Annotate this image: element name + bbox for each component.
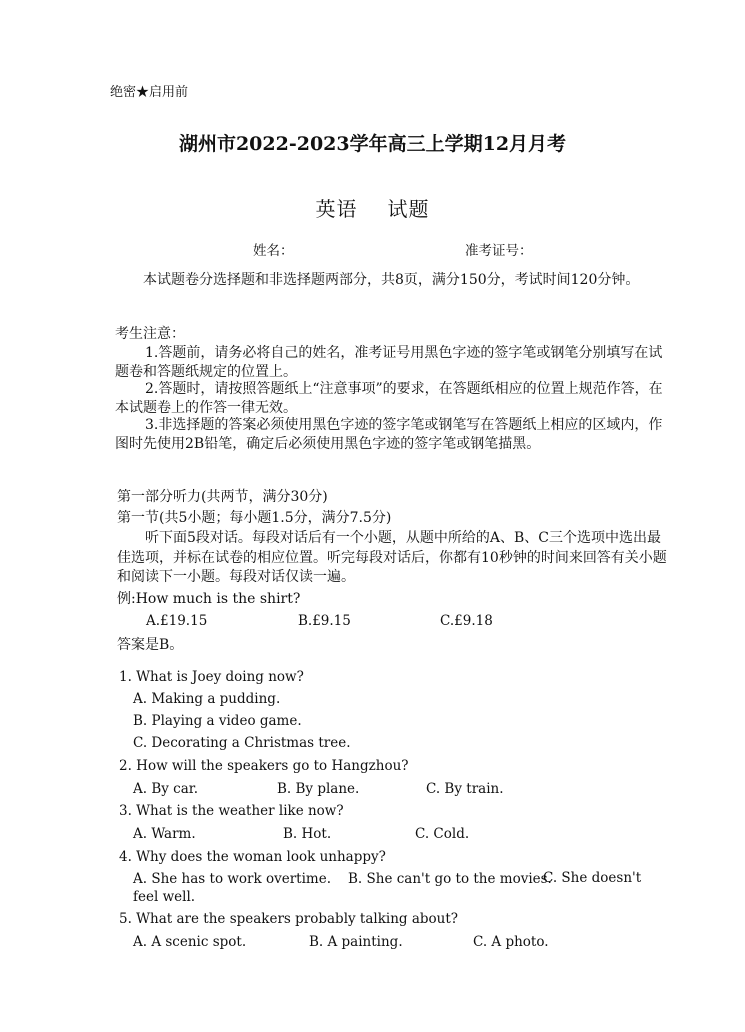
question-text: 4. Why does the woman look unhappy? [119,849,386,865]
question-text: 5. What are the speakers probably talking about? [119,911,459,927]
listening-directions: 听下面5段对话。每段对话后有一个小题，从题中所给的A、B、C三个选项中选出最佳选项，并标在试卷的相应位置。听完每段对话后，你都有10秒钟的时间来回答有关小题和阅读下一小题。每段对话仅读一遍。 [117,530,667,585]
answer-option: A. By car. [133,781,199,797]
example-option: B.£9.15 [298,613,351,629]
answer-option: C. She doesn't feel well. [133,870,642,905]
subject-title [0,195,745,223]
answer-option: A. Warm. [133,826,196,842]
question-text: 3. What is the weather like now? [119,803,344,819]
name-label: 姓名： [253,243,294,259]
answer-option: B. Playing a video game. [133,713,302,729]
answer-option: B. By plane. [277,781,360,797]
answer-option: C. Decorating a Christmas tree. [133,735,351,751]
example-option: C.£9.18 [440,613,493,629]
exam-number-label: 准考证号： [465,243,533,259]
answer-option: A. Making a pudding. [133,691,281,707]
section-heading: 第一节(共5小题；每小题1.5分，满分7.5分) [117,510,392,526]
note-item: 2.答题时，请按照答题纸上“注意事项”的要求，在答题纸相应的位置上规范作答，在本试题卷上的作答一律无效。 [115,381,663,416]
answer-option: C. A photo. [473,934,549,950]
answer-option: C. By train. [426,781,504,797]
answer-option: B. Hot. [283,826,332,842]
confidential-label: 绝密★启用前 [110,85,189,100]
example-answer: 答案是B。 [117,637,184,653]
notes-heading: 考生注意： [115,326,185,342]
answer-option: B. A painting. [309,934,403,950]
note-item: 3.非选择题的答案必须使用黑色字迹的签字笔或钢笔写在答题纸上相应的区域内，作图时先使用2B铅笔，确定后必须使用黑色字迹的签字笔或钢笔描黑。 [115,417,663,452]
example-option: A.£19.15 [146,613,208,629]
exam-title: 湖州市2022-2023学年高三上学期12月月考 [178,133,567,155]
answer-option: C. Cold. [415,826,470,842]
note-item: 1.答题前，请务必将自己的姓名，准考证号用黑色字迹的签字笔或钢笔分别填写在试题卷和答题纸规定的位置上。 [115,345,663,380]
part-heading: 第一部分听力(共两节，满分30分) [117,489,328,505]
exam-intro: 本试题卷分选择题和非选择题两部分，共8页，满分150分，考试时间120分钟。 [143,272,640,288]
question-text: 2. How will the speakers go to Hangzhou? [119,758,409,774]
question-text: 1. What is Joey doing now? [119,669,304,685]
subject-name: 英语 [315,197,358,221]
subject-suffix: 试题 [387,197,430,221]
example-question: 例:How much is the shirt? [117,591,301,607]
answer-option: B. She can't go to the movies. [348,871,552,887]
answer-option: A. A scenic spot. [133,934,247,950]
answer-option: A. She has to work overtime. [133,871,331,887]
